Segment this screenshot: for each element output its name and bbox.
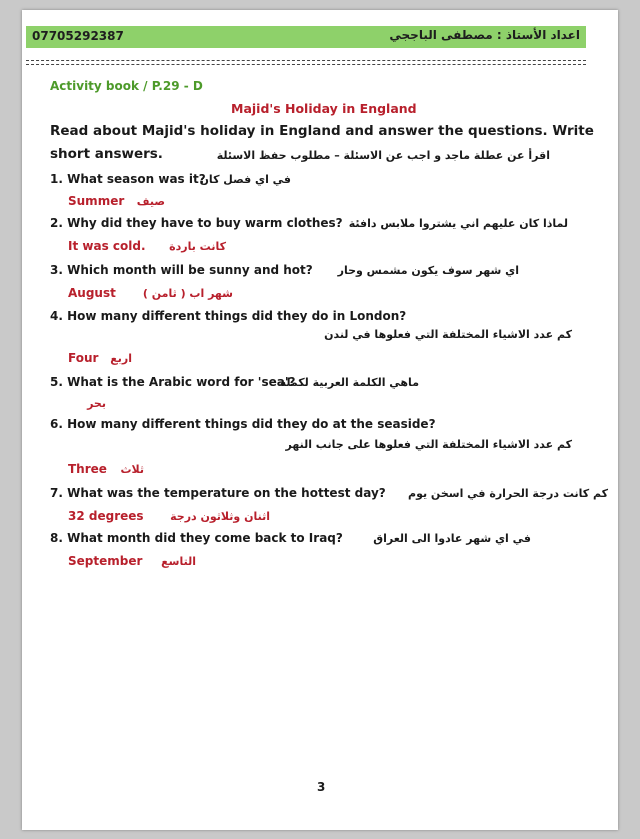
question-4: 4. How many different things did they do in London? xyxy=(50,309,407,323)
question-8-arabic: في اي شهر عادوا الى العراق xyxy=(373,532,531,545)
answer-6: Three xyxy=(68,462,107,476)
answer-3: August xyxy=(68,286,116,300)
answer-8: September xyxy=(68,554,143,568)
answer-4: Four xyxy=(68,351,99,365)
question-4-arabic: كم عدد الاشياء المختلفة التي فعلوها في لندن xyxy=(324,328,572,341)
author-credit: اعداد الأستاذ : مصطفى الباججي xyxy=(389,28,580,42)
question-1: 1. What season was it? xyxy=(50,172,206,186)
question-2: 2. Why did they have to buy warm clothes? xyxy=(50,216,343,230)
question-5-arabic: ماهي الكلمة العربية لكملة xyxy=(279,376,419,389)
divider-top xyxy=(26,60,586,61)
question-3-arabic: اي شهر سوف يكون مشمس وحار xyxy=(337,264,519,277)
answer-1: Summer xyxy=(68,194,125,208)
answer-6-arabic: ثلاث xyxy=(120,463,144,476)
answer-5-arabic: بحر xyxy=(87,397,106,410)
answer-7-arabic: اثنان وثلاثون درجة xyxy=(170,510,270,523)
answer-3-arabic: شهر اب ( ثامن ) xyxy=(142,287,233,300)
answer-1-arabic: صيف xyxy=(136,195,165,208)
answer-2-arabic: كانت باردة xyxy=(169,240,226,253)
question-3: 3. Which month will be sunny and hot? xyxy=(50,263,313,277)
page-title: Majid's Holiday in England xyxy=(231,101,417,116)
intro-line-1: Read about Majid's holiday in England and answer the questions. Write xyxy=(50,123,594,139)
question-6: 6. How many different things did they do at the seaside? xyxy=(50,417,436,431)
question-5: 5. What is the Arabic word for 'sea'? xyxy=(50,375,296,389)
question-8: 8. What month did they come back to Iraq? xyxy=(50,531,343,545)
question-1-arabic: في اي فصل كان xyxy=(199,173,291,186)
answer-8-arabic: التاسع xyxy=(161,555,196,568)
activity-reference: Activity book / P.29 - D xyxy=(50,79,203,93)
intro-arabic: اقرأ عن عطلة ماجد و اجب عن الاسئلة – مطلوب حفظ الاسئلة xyxy=(216,149,550,162)
answer-2: It was cold. xyxy=(68,239,146,253)
header-bar xyxy=(26,26,586,48)
answer-7: 32 degrees xyxy=(68,509,144,523)
question-7-arabic: كم كانت درجة الحرارة في اسخن يوم xyxy=(408,487,608,500)
question-7: 7. What was the temperature on the hottest day? xyxy=(50,486,386,500)
answer-4-arabic: اربع xyxy=(110,352,132,365)
page-number: 3 xyxy=(317,780,326,794)
question-6-arabic: كم عدد الاشياء المختلفة التي فعلوها على جانب النهر xyxy=(285,438,572,451)
phone-number: 07705292387 xyxy=(32,29,124,43)
question-2-arabic: لماذا كان عليهم اني يشتروا ملابس دافئة xyxy=(348,217,568,230)
intro-line-2: short answers. xyxy=(50,146,163,162)
divider-bottom xyxy=(26,64,586,65)
